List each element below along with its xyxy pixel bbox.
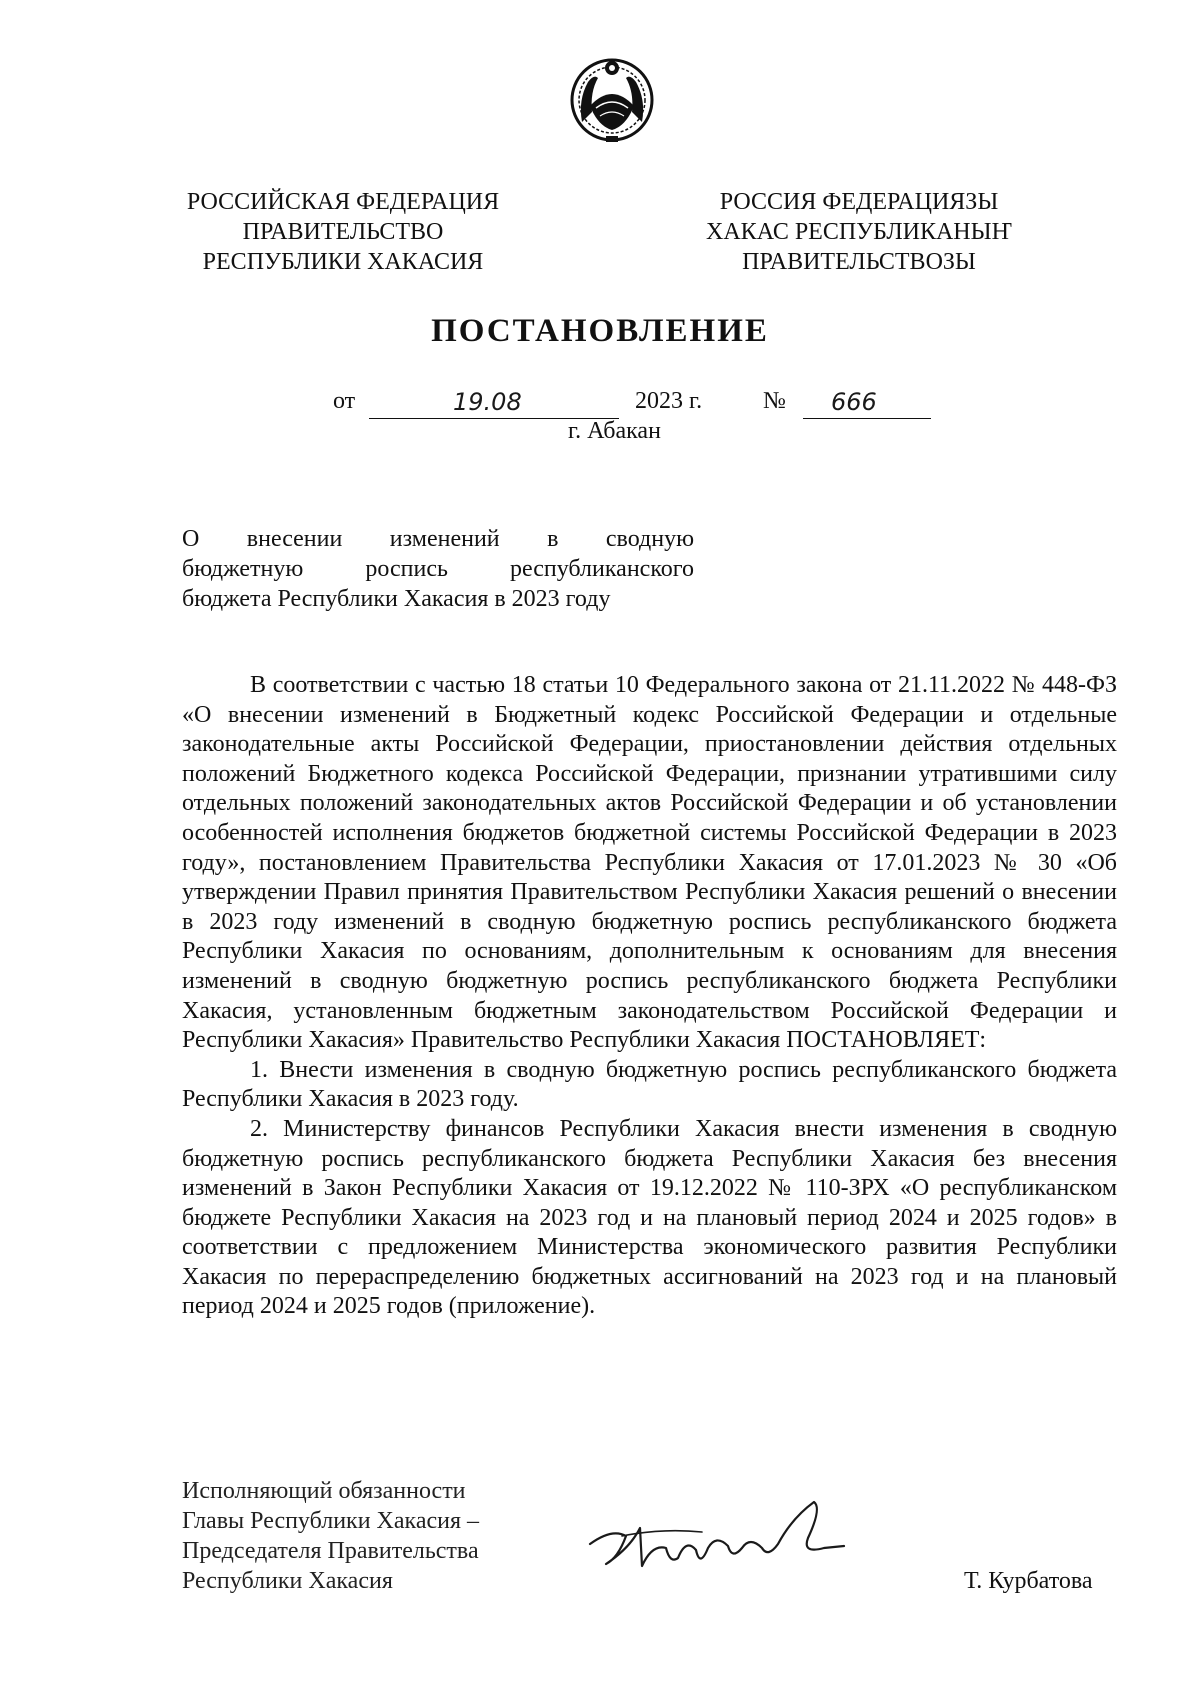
signer-name: Т. Курбатова (964, 1568, 1093, 1594)
document-title: ПОСТАНОВЛЕНИЕ (431, 313, 769, 349)
header-right-line: РОССИЯ ФЕДЕРАЦИЯЗЫ (719, 189, 999, 215)
date-handwritten: 19.08 (453, 388, 522, 416)
header-left-line: РЕСПУБЛИКИ ХАКАСИЯ (202, 249, 484, 275)
document-subject (182, 524, 694, 614)
year-label: 2023 г. (635, 388, 703, 414)
signatory-position (182, 1476, 479, 1596)
document-body (182, 671, 1117, 1322)
number-underline (803, 418, 931, 419)
body-paragraph-item-1: 1. Внести изменения в сводную бюджетную роспись республиканского бюджета Республики Хакасия в 2023 году. (182, 1056, 1117, 1113)
subject-line: бюджетную роспись республиканского (182, 556, 694, 582)
signatory-position-line: Республики Хакасия (182, 1568, 393, 1594)
city: г. Абакан (568, 418, 661, 444)
date-from-label: от (333, 388, 356, 414)
body-paragraph-preamble: В соответствии с частью 18 статьи 10 Федерального закона от 21.11.2022 № 448-ФЗ «О внесении изменений в Бюджетный кодекс Российской Федерации и отдельные законодательные акты Российской Федерации, приостановлении действия отдельных положений Бюджетного кодекса Российской Федерации, признании утратившими силу отдельных положений законодательных актов Российской Федерации и об установлении особенностей исполнения бюджетов бюджетной системы Российской Федерации в 2023 году», постановлением Правительства Республики Хакасия от 17.01.2023 № 30 «Об утверждении Правил принятия Правительством Республики Хакасия решений о внесении в 2023 году изменений в сводную бюджетную роспись республиканского бюджета Республики Хакасия по основаниям, дополнительным к основаниям для внесения изменений в сводную бюджетную роспись республиканского бюджета Республики Хакасия, установленным бюджетным законодательством Российской Федерации и Республики Хакасия» Правительство Республики Хакасия ПОСТАНОВЛЯЕТ: (182, 672, 1117, 1054)
date-number-line (333, 388, 933, 420)
signatory-position-line: Исполняющий обязанности (182, 1478, 466, 1504)
number-handwritten: 666 (831, 388, 877, 416)
header-right-khakas (686, 187, 1032, 277)
subject-line: бюджета Республики Хакасия в 2023 году (182, 586, 611, 612)
header-left-russian (178, 187, 508, 277)
body-paragraph-item-2: 2. Министерству финансов Республики Хакасия внести изменения в сводную бюджетную роспись республиканского бюджета Республики Хакасия без внесения изменений в Закон Республики Хакасия от 19.12.2022 № 110-ЗРХ «О республиканском бюджете Республики Хакасия на 2023 год и на плановый период 2024 и 2025 годов» в соответствии с предложением Министерства экономического развития Республики Хакасия по перераспределению бюджетных ассигнований на 2023 год и на плановый период 2024 и 2025 годов (приложение). (182, 1115, 1117, 1320)
header-left-line: РОССИЙСКАЯ ФЕДЕРАЦИЯ (186, 189, 500, 215)
subject-line: О внесении изменений в сводную (182, 526, 694, 552)
khakassia-coat-of-arms-icon (568, 52, 656, 148)
header-left-line: ПРАВИТЕЛЬСТВО (242, 219, 444, 245)
header-right-line: ХАКАС РЕСПУБЛИКАНЫҤ (706, 219, 1012, 245)
signatory-position-line: Председателя Правительства (182, 1538, 479, 1564)
handwritten-signature-icon (582, 1488, 862, 1584)
signatory-position-line: Главы Республики Хакасия – (182, 1508, 480, 1534)
header-right-line: ПРАВИТЕЛЬСТВОЗЫ (742, 249, 976, 275)
number-label: № (763, 388, 786, 414)
